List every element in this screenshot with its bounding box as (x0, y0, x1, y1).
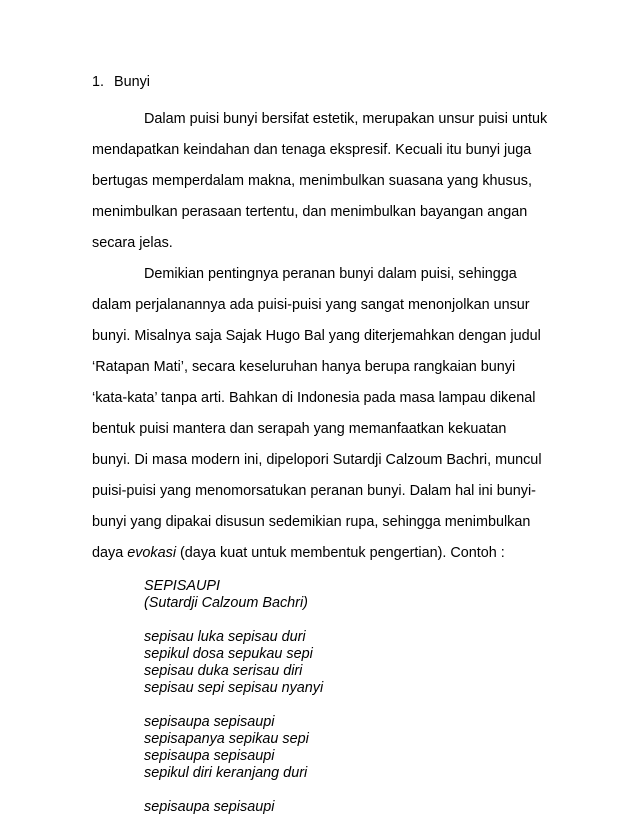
paragraph-2-line-5: ‘kata-kata’ tanpa arti. Bahkan di Indonesia pada masa lampau dikenal (92, 390, 536, 406)
paragraph-1-line-1: Dalam puisi bunyi bersifat estetik, merupakan unsur puisi untuk (144, 111, 548, 127)
paragraph-1-line-5: secara jelas. (92, 235, 173, 251)
paragraph-1-line-2: mendapatkan keindahan dan tenaga ekspresif. Kecuali itu bunyi juga (92, 142, 532, 158)
poem-line: sepisapanya sepikau sepi (144, 731, 309, 747)
line-text-after: (daya kuat untuk membentuk pengertian). Contoh : (176, 545, 505, 561)
poem-block (144, 578, 323, 816)
poem-line: sepisaupa sepisaupi (144, 714, 275, 730)
paragraph-2-line-7: bunyi. Di masa modern ini, dipelopori Sutardji Calzoum Bachri, muncul (92, 452, 542, 468)
poem-line: sepisau duka serisau diri (144, 663, 303, 679)
poem-title: SEPISAUPI (144, 578, 220, 594)
paragraph-2-line-2: dalam perjalanannya ada puisi-puisi yang sangat menonjolkan unsur (92, 297, 530, 313)
paragraph-2-line-10 (92, 543, 505, 563)
poem-line: sepisau luka sepisau duri (144, 629, 306, 645)
poem-line: sepisau sepi sepisau nyanyi (144, 680, 324, 696)
paragraph-2-line-3: bunyi. Misalnya saja Sajak Hugo Bal yang diterjemahkan dengan judul (92, 328, 541, 344)
paragraph-2-line-4: ‘Ratapan Mati’, secara keseluruhan hanya berupa rangkaian bunyi (92, 359, 516, 375)
paragraph-1-line-3: bertugas memperdalam makna, menimbulkan suasana yang khusus, (92, 173, 532, 189)
section-number: 1. (92, 74, 105, 90)
section-heading (92, 72, 150, 92)
poem-line: sepisaupa sepisaupi (144, 748, 275, 764)
poem-line: sepikul diri keranjang duri (144, 765, 308, 781)
paragraph-1-line-4: menimbulkan perasaan tertentu, dan menimbulkan bayangan angan (92, 204, 528, 220)
poem-line: sepisaupa sepisaupi (144, 799, 275, 815)
paragraph-2-line-9: bunyi yang dipakai disusun sedemikian rupa, sehingga menimbulkan (92, 514, 531, 530)
paragraph-2-line-1: Demikian pentingnya peranan bunyi dalam puisi, sehingga (144, 266, 517, 282)
section-title: Bunyi (114, 74, 150, 90)
paragraph-2-line-6: bentuk puisi mantera dan serapah yang memanfaatkan kekuatan (92, 421, 507, 437)
paragraph-2-line-8: puisi-puisi yang menomorsatukan peranan bunyi. Dalam hal ini bunyi- (92, 483, 536, 499)
poem-line: sepikul dosa sepukau sepi (144, 646, 313, 662)
italic-term: evokasi (127, 545, 177, 561)
poem-author: (Sutardji Calzoum Bachri) (144, 595, 308, 611)
line-text-before: daya (92, 545, 128, 561)
